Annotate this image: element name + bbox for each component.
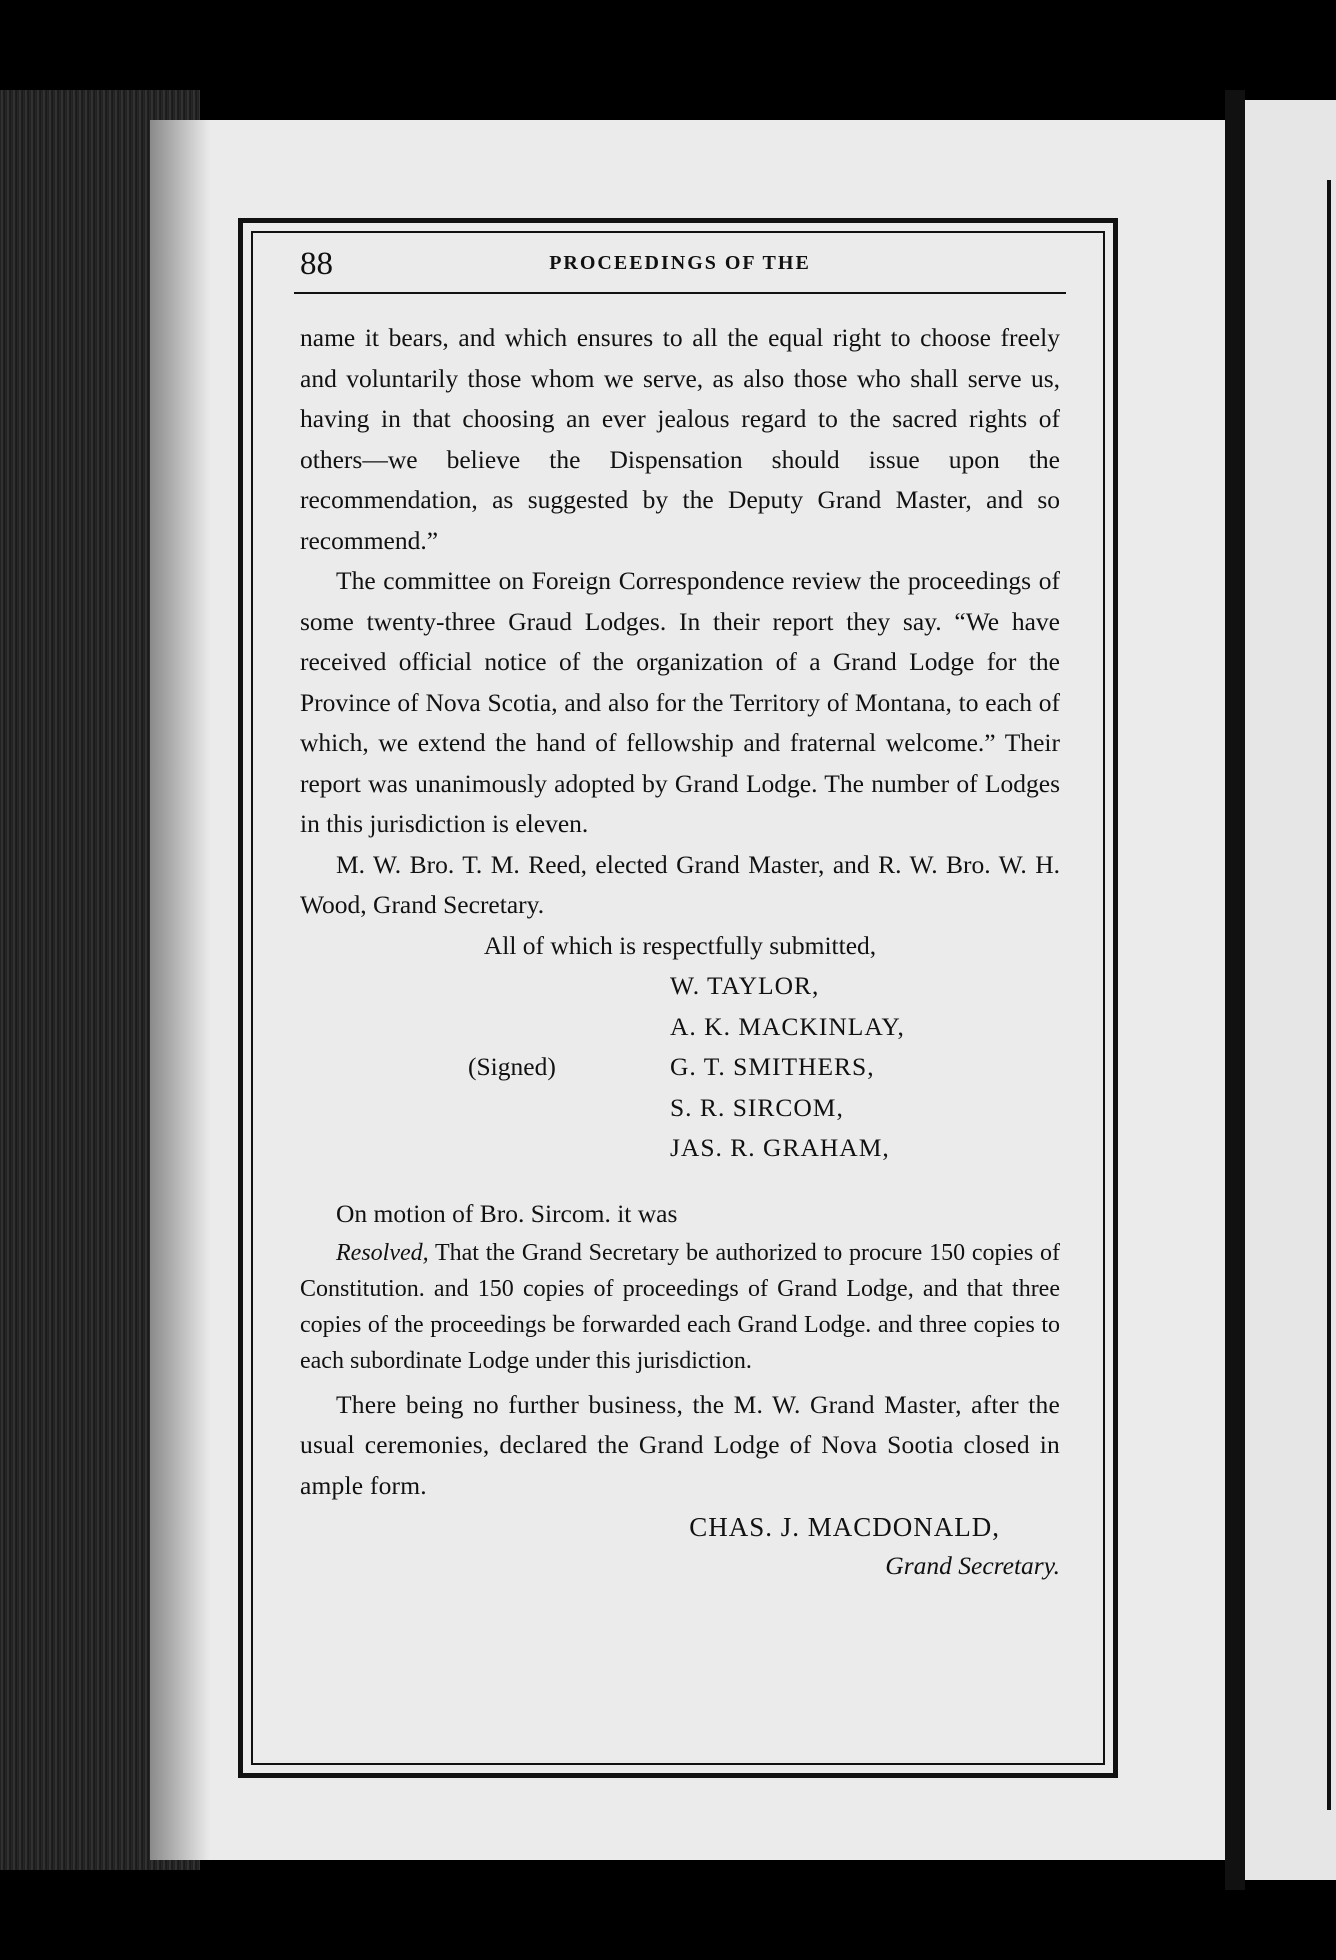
signature-name: JAS. R. GRAHAM, [670, 1133, 890, 1162]
resolved-word: Resolved, [336, 1239, 429, 1266]
signature-list [670, 966, 905, 1169]
paragraph-officers: M. W. Bro. T. M. Reed, elected Grand Master, and R. W. Bro. W. H. Wood, Grand Secretary. [300, 849, 1060, 919]
resolution-paragraph [300, 1235, 1060, 1379]
grand-secretary-name: CHAS. J. MACDONALD, [689, 1512, 1000, 1542]
resolution-text: That the Grand Secretary be authorized to procure 150 copies of Constitution. and 150 copies of proceedings of Grand Lodge, and that three copies of the proceedings be forwarded each Grand Lodge. and three copies to each subordinate Lodge under this jurisdiction. [300, 1239, 1060, 1374]
signed-label: (Signed) [468, 1052, 556, 1081]
page-header [300, 240, 1060, 292]
book-gutter [1225, 90, 1245, 1890]
facing-page [1245, 100, 1336, 1880]
signature-name: S. R. SIRCOM, [670, 1092, 844, 1122]
paragraph-foreign-correspondence: The committee on Foreign Correspondence review the proceedings of some twenty-three Graud Lodges. In their report they say. “We have received official notice of the organization of a Grand Lodge for the Province of Nova Scotia, and also for the Territory of Montana, to each of which, we extend the hand of fellowship and fraternal welcome.” Their report was unanimously adopted by Grand Lodge. The number of Lodges in this jurisdiction is eleven. [300, 566, 1060, 838]
paragraph-recommendation: name it bears, and which ensures to all the equal right to choose freely and voluntarily those whom we serve, as also those who shall serve us, having in that choosing an ever jealous regard to the sacred rights of others—we believe the Dispensation should issue upon the recommendation, as suggested by the Deputy Grand Master, and so recommend.” [300, 323, 1060, 555]
running-head: PROCEEDINGS OF THE [549, 252, 811, 274]
closing-paragraph: There being no further business, the M. W. Grand Master, after the usual ceremonies, declared the Grand Lodge of Nova Sootia closed in ample form. [300, 1389, 1060, 1500]
signature-name: W. TAYLOR, [670, 971, 820, 1000]
page-content [300, 240, 1060, 1584]
signature-name: G. T. SMITHERS, [670, 1052, 875, 1081]
submitted-line: All of which is respectfully submitted, [483, 930, 877, 960]
grand-secretary-title: Grand Secretary. [885, 1551, 1060, 1580]
page-binding-shadow [150, 120, 210, 1860]
signature-name: A. K. MACKINLAY, [670, 1011, 905, 1041]
motion-line: On motion of Bro. Sircom. it was [336, 1199, 678, 1228]
header-rule [294, 292, 1066, 294]
page-number: 88 [300, 246, 333, 282]
facing-page-frame [1327, 180, 1331, 1810]
committee-signatures [300, 966, 1060, 1182]
